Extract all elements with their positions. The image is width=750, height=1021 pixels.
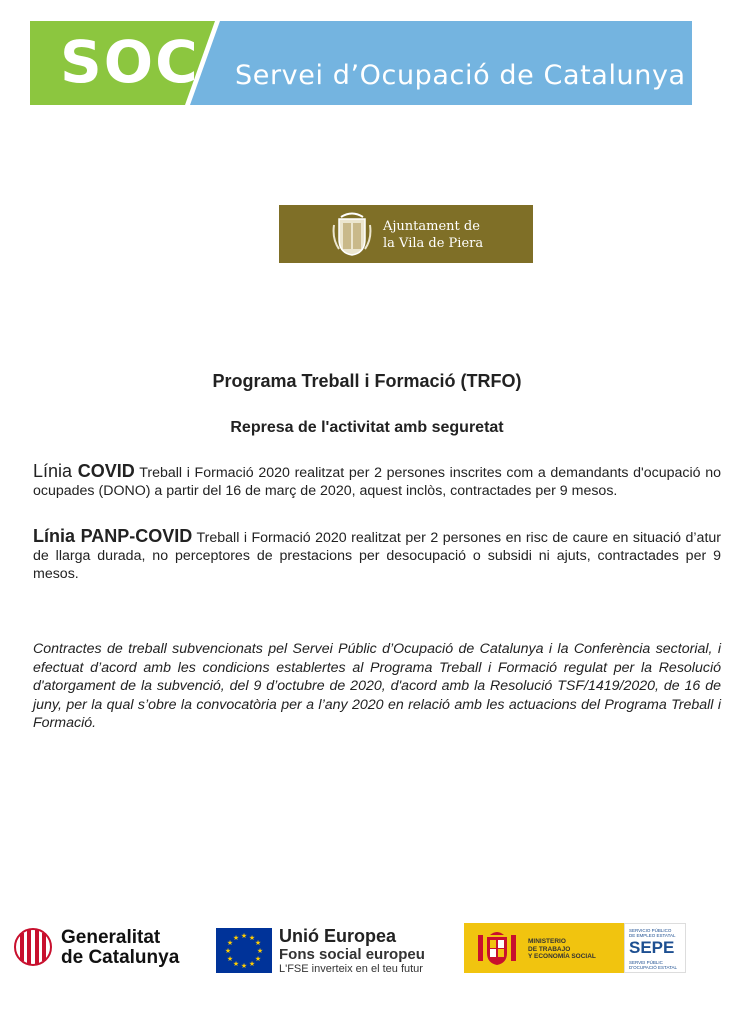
linia-covid-label <box>33 461 135 481</box>
ministerio-text <box>528 938 596 961</box>
soc-acronym: SOC <box>60 28 200 96</box>
ue-title: Unió Europea <box>279 926 397 946</box>
svg-text:★: ★ <box>254 955 262 963</box>
svg-text:★: ★ <box>240 932 248 940</box>
svg-text:★: ★ <box>232 960 240 968</box>
ministerio-line1: MINISTERIO <box>528 938 566 945</box>
linia-covid-text: Treball i Formació 2020 realitzat per 2 persones inscrites com a demandants d'ocupació no ocupades (DONO) a partir del 16 de març de 2020, aquest inclòs, contractades per 9 mesos. <box>33 465 721 499</box>
generalitat-line2: de Catalunya <box>61 947 180 968</box>
crest-icon <box>331 211 373 257</box>
ue-tagline: L'FSE inverteix en el teu futur <box>279 963 423 975</box>
generalitat-text <box>61 928 179 968</box>
svg-text:★: ★ <box>226 955 234 963</box>
linia-panp-label <box>33 526 192 546</box>
sepe-top-text <box>629 928 676 938</box>
page-subtitle: Represa de l'activitat amb seguretat <box>230 419 504 436</box>
linia-name: COVID <box>77 461 135 481</box>
linia-prefix: Línia <box>33 526 76 546</box>
sepe-bottom-line2: D'OCUPACIÓ ESTATAL <box>629 965 678 970</box>
soc-full-name: Servei d’Ocupació de Catalunya <box>235 60 686 91</box>
linia-panp-paragraph <box>33 527 721 583</box>
svg-text:★: ★ <box>224 947 232 955</box>
sepe-block <box>624 923 686 973</box>
ue-subtitle: Fons social europeu <box>279 946 425 963</box>
ajuntament-name <box>383 218 483 252</box>
spain-coat-of-arms-icon <box>476 929 518 967</box>
svg-text:★: ★ <box>232 934 240 942</box>
senyera-icon <box>14 928 52 966</box>
svg-text:★: ★ <box>256 947 264 955</box>
linia-name: PANP-COVID <box>80 526 193 546</box>
svg-text:★: ★ <box>248 960 256 968</box>
ajuntament-line1: Ajuntament de <box>383 219 480 234</box>
page-title: Programa Treball i Formació (TRFO) <box>212 371 522 391</box>
ministerio-sepe-logo <box>464 923 686 973</box>
sepe-bottom-line1: SERVEI PÚBLIC <box>629 960 663 965</box>
svg-text:★: ★ <box>248 934 256 942</box>
sepe-top-line1: SERVICIO PÚBLICO <box>629 928 672 933</box>
linia-prefix: Línia <box>33 461 73 481</box>
linia-covid-paragraph <box>33 462 721 500</box>
sepe-acronym: SEPE <box>629 938 675 957</box>
linia-panp-text: Treball i Formació 2020 realitzat per 2 persones en risc de caure en situació d’atur de llarga durada, no perceptores de prestacions per desocupació o subsidi ni ajuts, contractades per 9 mesos. <box>33 530 722 582</box>
ministerio-block <box>464 923 624 973</box>
soc-banner <box>30 21 692 105</box>
ajuntament-piera-logo <box>279 205 533 263</box>
svg-text:★: ★ <box>240 962 248 970</box>
sepe-top-line2: DE EMPLEO ESTATAL <box>629 933 676 938</box>
unio-europea-logo <box>216 926 441 976</box>
svg-text:★: ★ <box>254 939 262 947</box>
ministerio-line2: DE TRABAJO <box>528 945 571 953</box>
eu-flag-icon <box>216 928 272 973</box>
sepe-bottom-text <box>629 960 677 970</box>
ministerio-line3: Y ECONOMÍA SOCIAL <box>528 953 596 960</box>
legal-note: Contractes de treball subvencionats pel Servei Públic d’Ocupació de Catalunya i la Conferència sectorial, i efectuat d’acord amb les condicions establertes al Programa Treball i Formació regulat per la Resolució d'atorgament de la subvenció, del 9 d’octubre de 2020, d'acord amb la Resolució TSF/1419/2020, de 16 de juny, per la qual s’obre la convocatòria per a l’any 2020 en relació amb les actuacions del Programa Treball i Formació. <box>33 641 721 731</box>
generalitat-logo <box>14 926 204 970</box>
svg-text:★: ★ <box>226 939 234 947</box>
ajuntament-line2: la Vila de Piera <box>383 236 484 251</box>
generalitat-line1: Generalitat <box>61 927 161 948</box>
